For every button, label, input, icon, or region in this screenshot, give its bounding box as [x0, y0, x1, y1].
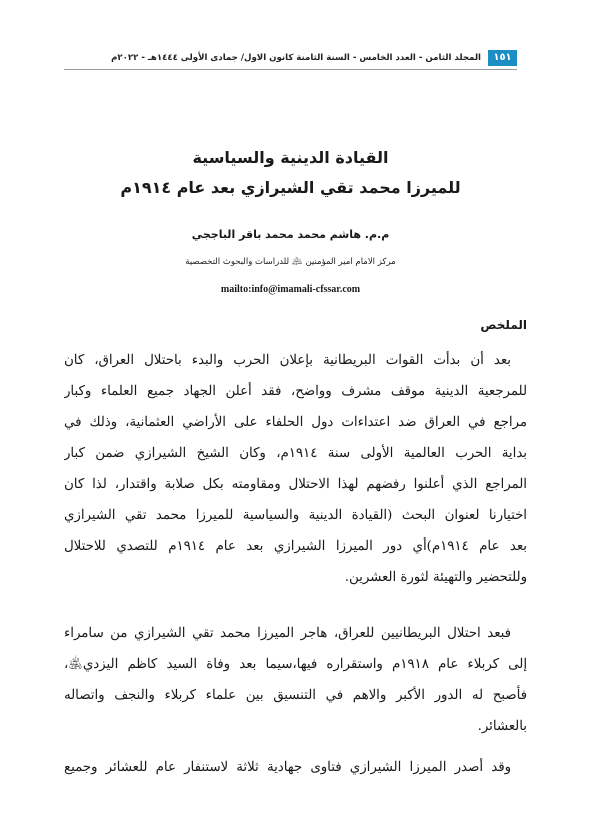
running-title: المجلد الثامن - العدد الخامس - السنة الثامنة كانون الاول/ جمادى الأولى ١٤٤٤هـ - ٢٠٢٢م — [111, 53, 481, 63]
header-divider — [64, 69, 517, 70]
author-email-link[interactable]: mailto:info@imamali-cfssar.com — [220, 284, 361, 295]
paragraph-line: بداية الحرب العالمية الأولى سنة ١٩١٤م، وكان الشيخ الشيرازي ضمن كبار — [64, 446, 527, 461]
abstract-paragraph-3 — [64, 752, 527, 783]
paragraph-line: اختيارنا لعنوان البحث (القيادة الدينية والسياسية للميرزا محمد تقي الشيرازي — [64, 508, 527, 523]
paragraph-line: بعد عام ١٩١٤م)أي دور الميرزا الشيرازي بعد عام ١٩١٤م للتصدي للاحتلال — [64, 539, 527, 554]
page-number-badge: ١٥١ — [488, 50, 517, 66]
article-title-line-2: للميرزا محمد تقي الشيرازي بعد عام ١٩١٤م — [120, 178, 461, 197]
abstract-paragraph-1 — [64, 345, 527, 593]
paragraph-line: للمرجعية الدينية موقف مشرف وواضح، فقد أعلن الجهاد جميع العلماء وكبار — [64, 384, 527, 399]
author-affiliation: مركز الامام امير المؤمنين ﵇ للدراسات والبحوث التخصصية — [185, 257, 396, 267]
running-header — [64, 50, 517, 66]
article-title-line-1: القيادة الدينية والسياسية — [192, 148, 389, 167]
paragraph-line: إلى كربلاء عام ١٩١٨م واستقراره فيها،سيما بعد وفاة السيد كاظم اليزدي﵁، — [64, 657, 527, 672]
author-name: م.م. هاشم محمد محمد باقر الباججي — [191, 228, 390, 241]
paragraph-line: بعد أن بدأت القوات البريطانية بإعلان الحرب والبدء باحتلال العراق، كان — [64, 353, 511, 368]
paragraph-line: وللتحضير والتهيئة لثورة العشرين. — [344, 570, 527, 585]
paragraph-line: فبعد احتلال البريطانيين للعراق، هاجر الميرزا محمد تقي الشيرازي من سامراء — [64, 626, 511, 641]
paragraph-line: فأصبح له الدور الأكبر والاهم في التنسيق بين علماء كربلاء والنجف واتصاله — [64, 688, 527, 703]
paragraph-line: وقد أصدر الميرزا الشيرازي فتاوى جهادية ثلاثة لاستنفار عام للعشائر وجميع — [64, 760, 511, 775]
abstract-paragraph-2 — [64, 618, 527, 742]
abstract-heading: الملخص — [480, 318, 527, 332]
paragraph-line: بالعشائر. — [477, 719, 527, 734]
paragraph-line: المراجع الذي أعلنوا رفضهم لهذا الاحتلال ومقاومته بكل صلابة واقتدار، لذا كان — [64, 477, 527, 492]
paragraph-line: مراجع في العراق ضد اعتداءات دول الحلفاء على الأراضي العثمانية، وذلك في — [64, 415, 527, 430]
